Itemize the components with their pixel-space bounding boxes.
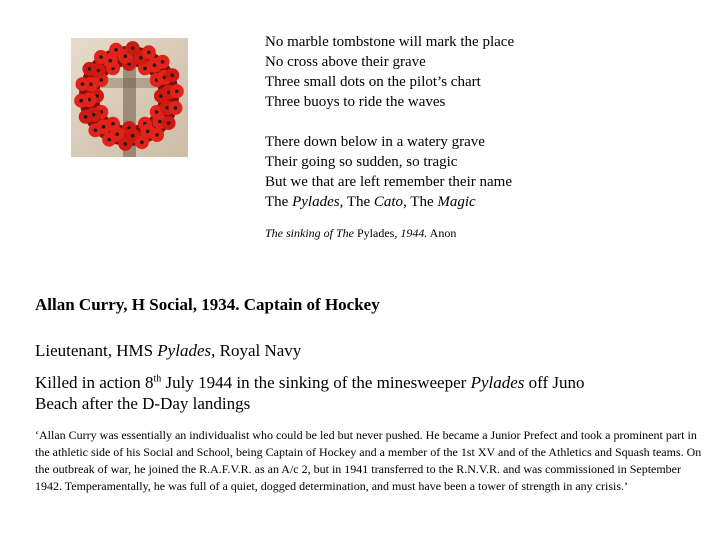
poem-line: There down below in a watery grave xyxy=(265,134,485,150)
killed-text: Killed in action 8 xyxy=(35,372,154,392)
killed-line xyxy=(35,372,695,394)
poppy-center xyxy=(155,110,159,114)
poem-caption xyxy=(265,226,456,241)
poppy-center xyxy=(153,63,157,67)
poem-line: No cross above their grave xyxy=(265,54,426,70)
caption-ship: Pylades xyxy=(354,226,395,240)
poppy-center xyxy=(96,69,100,73)
poppy-center xyxy=(158,120,162,124)
killed-text: off Juno xyxy=(524,372,585,392)
poppy-center xyxy=(143,67,147,71)
poppy-center xyxy=(88,67,92,71)
poppy-center xyxy=(111,122,115,126)
poppy-center xyxy=(89,82,93,86)
ordinal-suffix: th xyxy=(153,372,162,384)
caption-title: The sinking of The xyxy=(265,226,354,240)
poem-line: Three buoys to ride the waves xyxy=(265,94,446,110)
poem-line: But we that are left remember their name xyxy=(265,174,512,190)
poppy-center xyxy=(79,99,83,103)
poppy-center xyxy=(114,48,118,52)
rank-text: , Royal Navy xyxy=(211,341,302,360)
poppy-center xyxy=(100,78,104,82)
poem-text: , The xyxy=(403,194,438,210)
killed-text: July 1944 in the sinking of the minesweeper xyxy=(161,372,471,392)
poem-line: No marble tombstone will mark the place xyxy=(265,34,515,50)
page-title: Allan Curry, H Social, 1934. Captain of Hockey xyxy=(35,295,380,314)
poppy-center xyxy=(147,51,151,55)
poem-text: The xyxy=(265,194,293,210)
service-details xyxy=(35,340,695,415)
poem-text: , The xyxy=(339,194,374,210)
ship-name: Pylades xyxy=(470,372,525,392)
poem-line: Three small dots on the pilot’s chart xyxy=(265,74,481,90)
rank-line xyxy=(35,340,695,362)
poppy-center xyxy=(140,140,144,144)
ship-name: Cato xyxy=(373,194,404,210)
obituary-quote: ‘Allan Curry was essentially an individualist who could be led but never pushed. He became a Junior Prefect and took a prominent part in the athletic side of his Social and School, being Captain of Hockey and a member of the 1st XV and of the Athletics and Squash teams. On the outbreak of war, he joined the R.A.F.V.R. as an A/c 2, but in 1941 transferred to the R.N.V.R. and was commissioned in September 1942. Temperamentally, he was full of a quiet, dogged determination, and must have been a tower of strength in any crisis.’ xyxy=(35,428,702,493)
poem xyxy=(265,32,685,212)
rank-text: Lieutenant, HMS xyxy=(35,341,158,360)
poppy-center xyxy=(146,130,150,134)
poem-last-line xyxy=(265,192,685,212)
poppy-center xyxy=(99,55,103,59)
poppy-center xyxy=(161,60,165,64)
poppy-center xyxy=(84,115,88,119)
poppy-wreath-icon xyxy=(71,38,188,157)
poppy-center xyxy=(115,132,119,136)
poppy-center xyxy=(107,138,111,142)
poppy-center xyxy=(131,46,135,50)
poppy-center xyxy=(174,106,178,110)
poppy-center xyxy=(94,129,98,133)
poppy-center xyxy=(171,73,175,77)
poppy-center xyxy=(167,121,171,125)
ship-name: Pylades xyxy=(292,194,340,210)
poppy-center xyxy=(131,134,135,138)
caption-author: Anon xyxy=(427,226,457,240)
beach-line: Beach after the D-Day landings xyxy=(35,394,251,413)
poppy-center xyxy=(81,82,85,86)
poppy-center xyxy=(155,133,159,137)
caption-year: , 1944. xyxy=(394,226,428,240)
poppy-center xyxy=(139,56,143,60)
poem-line: Their going so sudden, so tragic xyxy=(265,154,458,170)
poppy-center xyxy=(102,125,106,129)
ship-name: Magic xyxy=(437,194,476,210)
cross-arm xyxy=(101,78,158,88)
poppy-center xyxy=(109,59,113,63)
poppy-center xyxy=(165,106,169,110)
poppy-wreath-image xyxy=(71,38,188,157)
stanza-gap xyxy=(265,112,685,132)
poppy-center xyxy=(124,142,128,146)
poppy-center xyxy=(175,90,179,94)
ship-name: Pylades xyxy=(157,341,212,360)
poppy-center xyxy=(124,54,128,58)
